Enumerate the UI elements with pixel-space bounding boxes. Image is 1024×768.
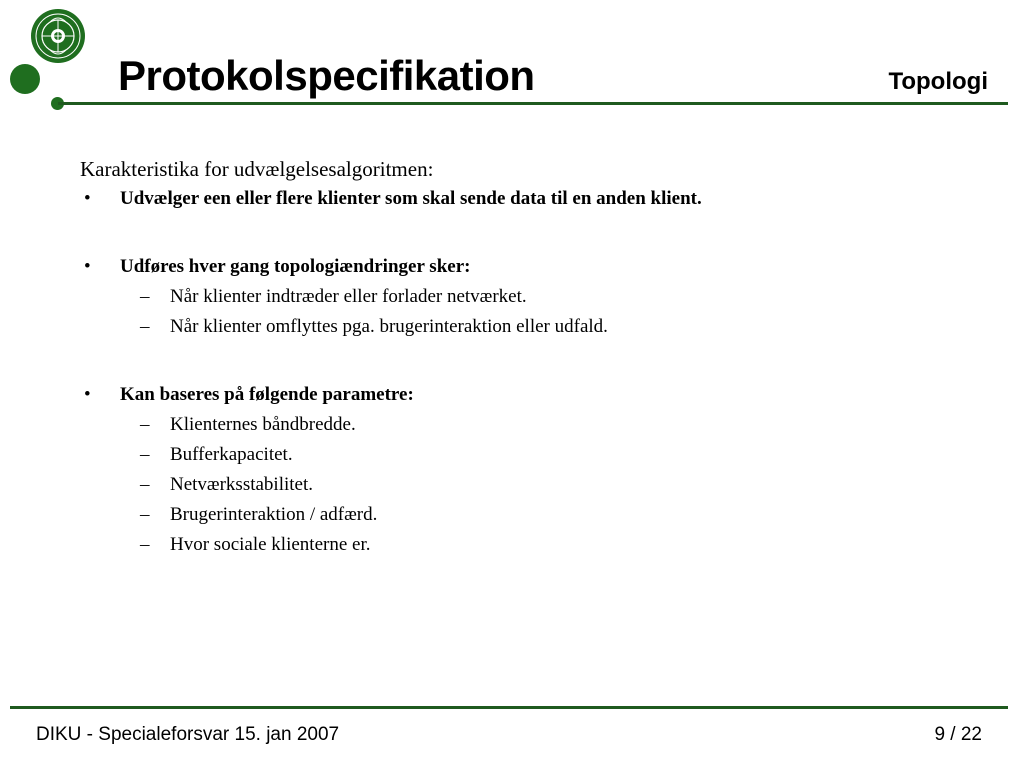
spacer bbox=[80, 214, 980, 252]
dash-icon: – bbox=[140, 444, 150, 465]
intro-text: Karakteristika for udvælgelsesalgoritmen: bbox=[80, 157, 434, 181]
sub-item-text: Når klienter indtræder eller forlader netværket. bbox=[170, 286, 527, 307]
sub-item-text: Hvor sociale klienterne er. bbox=[170, 534, 371, 555]
dash-icon: – bbox=[140, 504, 150, 525]
bullet-icon: • bbox=[84, 188, 91, 209]
footer-divider bbox=[10, 706, 1008, 709]
bullet-text: Kan baseres på følgende parametre: bbox=[120, 384, 414, 405]
header-divider bbox=[58, 102, 1008, 105]
dash-icon: – bbox=[140, 474, 150, 495]
slide-content bbox=[80, 154, 980, 560]
dash-icon: – bbox=[140, 534, 150, 555]
bullet-item bbox=[80, 380, 980, 410]
bullet-icon: • bbox=[84, 384, 91, 405]
bullet-item bbox=[80, 252, 980, 282]
dash-icon: – bbox=[140, 316, 150, 337]
university-seal-icon bbox=[30, 8, 86, 64]
bullet-text: Udføres hver gang topologiændringer sker: bbox=[120, 256, 471, 277]
dash-icon: – bbox=[140, 414, 150, 435]
bullet-icon: • bbox=[84, 256, 91, 277]
sub-item bbox=[80, 530, 980, 560]
spacer bbox=[80, 342, 980, 380]
section-label: Topologi bbox=[888, 68, 988, 95]
sub-item-text: Bufferkapacitet. bbox=[170, 444, 293, 465]
footer-text: DIKU - Specialeforsvar 15. jan 2007 bbox=[36, 724, 340, 745]
sub-item-text: Brugerinteraktion / adfærd. bbox=[170, 504, 378, 525]
sub-item-text: Når klienter omflyttes pga. brugerinteraktion eller udfald. bbox=[170, 316, 608, 337]
dash-icon: – bbox=[140, 286, 150, 307]
decorative-dot-large bbox=[10, 64, 40, 94]
sub-item bbox=[80, 410, 980, 440]
sub-item bbox=[80, 312, 980, 342]
slide-title: Protokolspecifikation bbox=[118, 52, 535, 99]
sub-item bbox=[80, 470, 980, 500]
sub-item bbox=[80, 440, 980, 470]
sub-item bbox=[80, 282, 980, 312]
sub-item-text: Netværksstabilitet. bbox=[170, 474, 314, 495]
sub-item-text: Klienternes båndbredde. bbox=[170, 414, 356, 435]
bullet-item bbox=[80, 184, 980, 214]
bullet-text: Udvælger een eller flere klienter som skal sende data til en anden klient. bbox=[120, 188, 702, 209]
sub-item bbox=[80, 500, 980, 530]
page-number: 9 / 22 bbox=[934, 724, 982, 745]
